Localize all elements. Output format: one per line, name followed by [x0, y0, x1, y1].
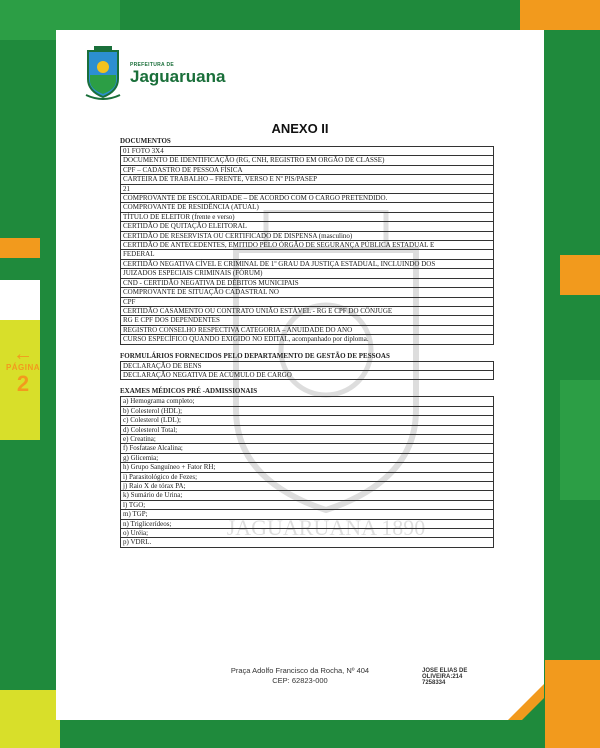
bg-stripe	[545, 660, 600, 748]
table-row: CPF	[120, 298, 494, 307]
table-row: RG E CPF DOS DEPENDENTES	[120, 316, 494, 325]
letterhead	[82, 42, 225, 106]
table-row: DECLARAÇÃO DE BENS	[120, 362, 494, 371]
table-row: j) Raio X de tórax PA;	[120, 482, 494, 491]
table-row: p) VDRL.	[120, 538, 494, 547]
brand-name: Jaguaruana	[130, 67, 226, 86]
table-row: COMPROVANTE DE ESCOLARIDADE – DE ACORDO COM O CARGO PRETENDIDO.	[120, 194, 494, 203]
corner-decoration	[522, 698, 544, 720]
table-row: CERTIDÃO NEGATIVA CÍVEL E CRIMINAL DE 1º GRAU DA JUSTIÇA ESTADUAL, INCLUINDO DOS	[120, 260, 494, 269]
signature-name-3: 7258334	[422, 680, 446, 686]
brand-small: PREFEITURA DE	[130, 62, 174, 68]
table-row: COMPROVANTE DE SITUAÇÃO CADASTRAL NO	[120, 288, 494, 297]
table-row: DECLARAÇÃO NEGATIVA DE ACÚMULO DE CARGO	[120, 371, 494, 380]
table-row: CURSO ESPECÍFICO QUANDO EXIGIDO NO EDITAL, acompanhado por diploma.	[120, 335, 494, 344]
table-row: 01 FOTO 3X4	[120, 147, 494, 156]
table-row: n) Triglicerídeos;	[120, 520, 494, 529]
table-row: FEDERAL	[120, 250, 494, 259]
section-title: DOCUMENTOS	[120, 137, 494, 147]
table-row: TÍTULO DE ELEITOR (frente e verso)	[120, 213, 494, 222]
section-title: FORMULÁRIOS FORNECIDOS PELO DEPARTAMENTO DE GESTÃO DE PESSOAS	[120, 352, 494, 362]
table-row: JUIZADOS ESPECIAIS CRIMINAIS (FÓRUM)	[120, 269, 494, 278]
table-row: l) TGO;	[120, 501, 494, 510]
bg-stripe	[0, 690, 60, 748]
table-row: c) Colesterol (LDL);	[120, 416, 494, 425]
table-row: CND - CERTIDÃO NEGATIVA DE DÉBITOS MUNICIPAIS	[120, 279, 494, 288]
coat-of-arms-icon	[82, 45, 124, 103]
watermark-text: JAGUARUANA 1890	[226, 515, 426, 540]
page-title: ANEXO II	[271, 121, 329, 136]
table-row: CARTEIRA DE TRABALHO – FRENTE, VERSO E Nº PIS/PASEP	[120, 175, 494, 184]
table-row: CERTIDÃO DE ANTECEDENTES, EMITIDO PELO ÓRGÃO DE SEGURANÇA PÚBLICA ESTADUAL E	[120, 241, 494, 250]
table-row: a) Hemograma completo;	[120, 397, 494, 406]
table-row: REGISTRO CONSELHO RESPECTIVA CATEGORIA – ANUIDADE DO ANO	[120, 326, 494, 335]
table-row: e) Creatina;	[120, 435, 494, 444]
table-row: k) Sumário de Urina;	[120, 491, 494, 500]
table-row: CERTIDÃO DE QUITAÇÃO ELEITORAL	[120, 222, 494, 231]
table-row: COMPROVANTE DE RESIDÊNCIA (ATUAL)	[120, 203, 494, 212]
section-spacer	[120, 345, 494, 352]
bg-stripe	[520, 0, 600, 30]
table-row: m) TGP;	[120, 510, 494, 519]
bg-stripe	[0, 280, 40, 320]
page-number: 2	[16, 371, 30, 396]
address-line: Praça Adolfo Francisco da Rocha, Nº 404	[230, 666, 370, 675]
bg-stripe	[560, 255, 600, 295]
document-page	[56, 30, 544, 720]
section-spacer	[120, 380, 494, 387]
table-row: CERTIDÃO DE RESERVISTA OU CERTIFICADO DE DISPENSA (masculino)	[120, 232, 494, 241]
table-row: g) Glicemia;	[120, 454, 494, 463]
cep-line: CEP: 62823-000	[272, 676, 328, 685]
brand	[130, 62, 225, 86]
table-row: f) Fosfatase Alcalina;	[120, 444, 494, 453]
arrow-left-icon[interactable]: ←	[13, 343, 33, 365]
bg-stripe	[560, 380, 600, 500]
page-indicator[interactable]	[4, 345, 42, 396]
signature-name-1: JOSE ELIAS DE	[422, 668, 468, 674]
table-row: i) Parasitológico de Fezes;	[120, 473, 494, 482]
table-row: CPF – CADASTRO DE PESSOA FÍSICA	[120, 166, 494, 175]
page-label: PÁGINA	[5, 363, 41, 372]
section-title: EXAMES MÉDICOS PRÉ -ADMISSIONAIS	[120, 387, 494, 397]
table-row: h) Grupo Sanguíneo + Fator RH;	[120, 463, 494, 472]
table-row: CERTIDÃO CASAMENTO OU CONTRATO UNIÃO ESTÁVEL - RG E CPF DO CÔNJUGE	[120, 307, 494, 316]
table-row: o) Uréia;	[120, 529, 494, 538]
signature-name-2: OLIVEIRA:214	[422, 674, 463, 680]
table-row: d) Colesterol Total;	[120, 426, 494, 435]
bg-stripe	[0, 238, 40, 258]
annex-content	[120, 137, 494, 548]
table-row: 21	[120, 185, 494, 194]
table-row: DOCUMENTO DE IDENTIFICAÇÃO (RG, CNH, REGISTRO EM ORGÃO DE CLASSE)	[120, 156, 494, 165]
table-row: b) Colesterol (HDL);	[120, 407, 494, 416]
